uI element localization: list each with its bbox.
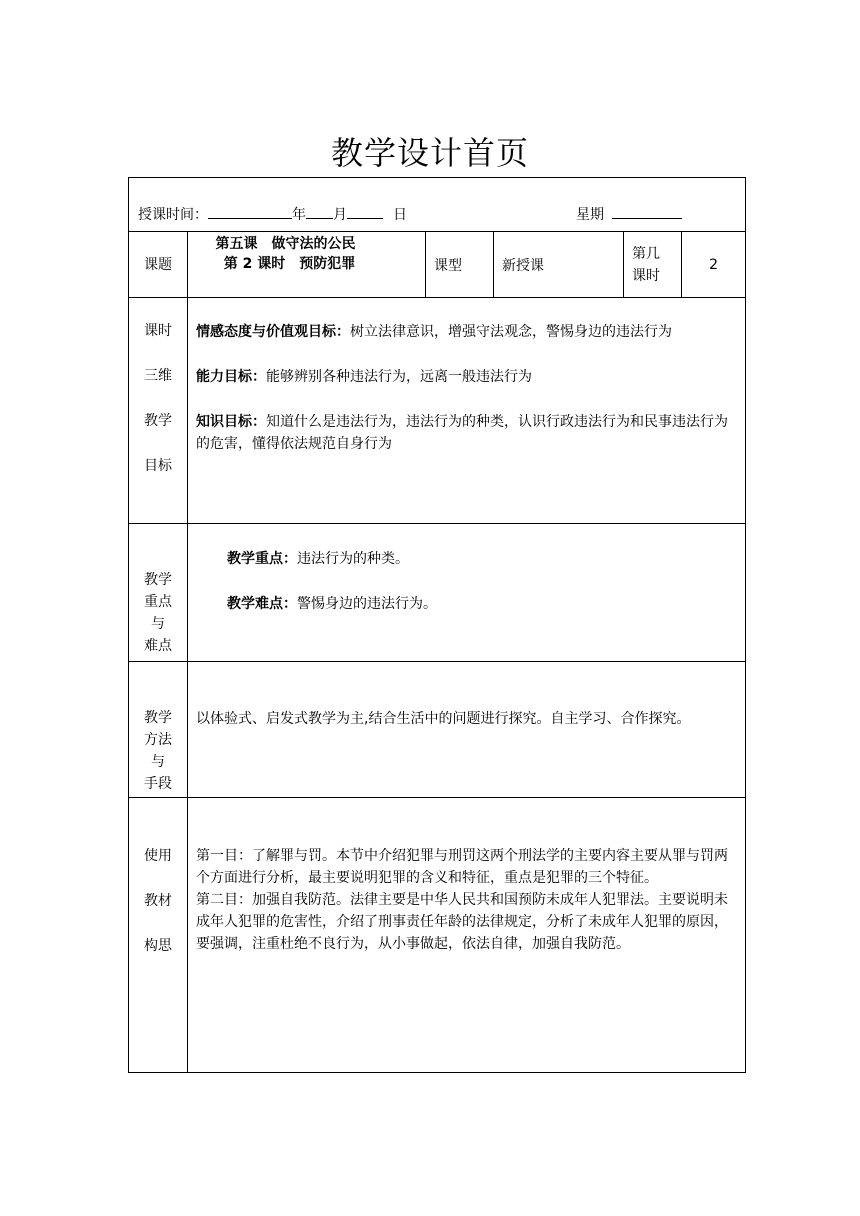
ability-goal: 能力目标：能够辨别各种违法行为，远离一般违法行为 — [196, 369, 532, 385]
week-blank — [612, 204, 682, 219]
topic-label: 课题 — [129, 232, 188, 298]
difficult-point: 教学难点：警惕身边的违法行为。 — [227, 596, 437, 612]
day-label: 日 — [393, 207, 407, 223]
period-value: 2 — [682, 232, 746, 298]
time-label: 授课时间： — [138, 207, 208, 223]
focus-content — [188, 524, 746, 662]
focus-label-3: 与 — [151, 616, 165, 632]
focus-label — [129, 524, 188, 662]
method-label — [129, 662, 188, 798]
material-label-3: 构思 — [144, 938, 172, 954]
topic-row — [129, 232, 746, 298]
focus-label-4: 难点 — [144, 638, 172, 654]
material-label — [129, 798, 188, 1073]
material-content — [188, 798, 746, 1073]
method-text: 以体验式、启发式教学为主,结合生活中的问题进行探究。自主学习、合作探究。 — [196, 711, 691, 727]
time-cell — [129, 178, 746, 232]
key-point: 教学重点：违法行为的种类。 — [227, 551, 409, 567]
year-blank — [306, 204, 333, 219]
time-blank — [208, 204, 292, 219]
method-content — [188, 662, 746, 798]
topic-line-1: 第五课 做守法的公民 — [215, 236, 356, 252]
month-blank — [347, 204, 383, 219]
goals-label-3: 教学 — [144, 413, 172, 429]
goals-label — [129, 298, 188, 524]
goals-label-2: 三维 — [144, 368, 172, 384]
method-label-1: 教学 — [144, 710, 172, 726]
type-label: 课型 — [426, 232, 494, 298]
goals-label-1: 课时 — [144, 323, 172, 339]
goals-row — [129, 298, 746, 524]
month-label: 月 — [333, 207, 347, 223]
method-label-4: 手段 — [144, 776, 172, 792]
material-row — [129, 798, 746, 1073]
year-label: 年 — [292, 207, 306, 223]
focus-label-2: 重点 — [144, 594, 172, 610]
page-title: 教学设计首页 — [330, 134, 529, 172]
emotion-goal: 情感态度与价值观目标：树立法律意识，增强守法观念，警惕身边的违法行为 — [196, 324, 672, 340]
period-label-line-2: 课时 — [632, 267, 660, 284]
knowledge-goal: 知识目标：知道什么是违法行为，违法行为的种类，认识行政违法行为和民事违法行为的危害，懂得依法规范自身行为 — [196, 414, 728, 452]
goals-label-4: 目标 — [144, 458, 172, 474]
focus-row — [129, 524, 746, 662]
method-label-3: 与 — [151, 754, 165, 770]
material-label-1: 使用 — [144, 848, 172, 864]
method-label-2: 方法 — [144, 732, 172, 748]
topic-line-2: 第 2 课时 预防犯罪 — [223, 256, 356, 272]
material-label-2: 教材 — [144, 893, 172, 909]
lesson-plan-table — [128, 177, 746, 1073]
material-para-1: 第一目：了解罪与罚。本节中介绍犯罪与刑罚这两个刑法学的主要内容主要从罪与罚两个方面进行分析，最主要说明犯罪的含义和特征，重点是犯罪的三个特征。 — [196, 848, 728, 886]
focus-label-1: 教学 — [144, 572, 172, 588]
period-label-line-1: 第几 — [632, 245, 660, 262]
type-value: 新授课 — [494, 232, 624, 298]
method-row — [129, 662, 746, 798]
period-label — [624, 232, 682, 298]
goals-content — [188, 298, 746, 524]
week-label: 星期 — [576, 207, 604, 223]
material-para-2: 第二目：加强自我防范。法律主要是中华人民共和国预防未成年人犯罪法。主要说明未成年人犯罪的危害性，介绍了刑事责任年龄的法律规定，分析了未成年人犯罪的原因，要强调，注重杜绝不良行为，从小事做起，依法自律，加强自我防范。 — [196, 892, 728, 952]
topic-value — [188, 232, 426, 298]
time-row — [129, 178, 746, 232]
